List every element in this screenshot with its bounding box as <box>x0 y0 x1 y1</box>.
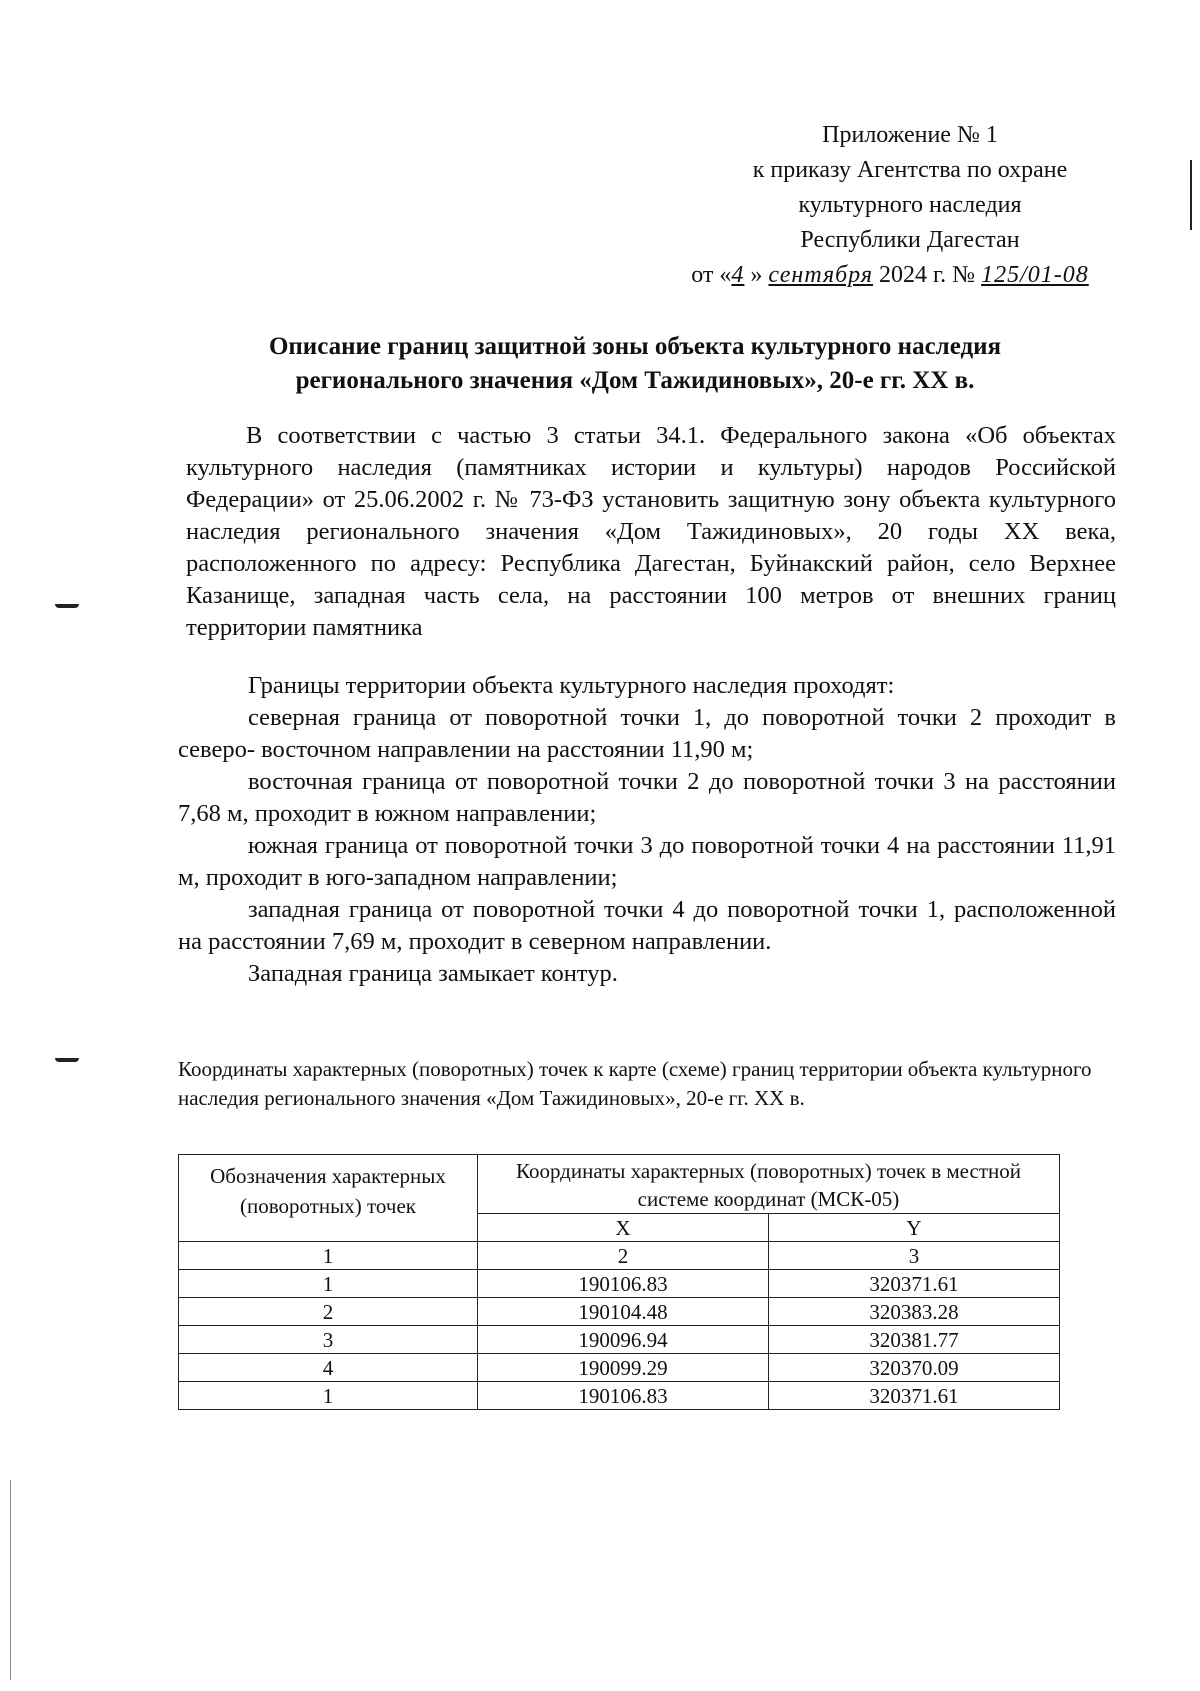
table-caption: Координаты характерных (поворотных) точек к карте (схеме) границ территории объекта культурного наследия регионального значения «Дом Тажидиновых», 20-е гг. XX в. <box>178 1057 1092 1110</box>
date-day: 4 <box>731 262 745 288</box>
y-cell: 320371.61 <box>768 1382 1059 1410</box>
date-mid: » <box>750 262 763 288</box>
point-cell: 2 <box>179 1298 478 1326</box>
y-cell: 320381.77 <box>768 1326 1059 1354</box>
column-number: 3 <box>768 1242 1059 1270</box>
y-cell: 320371.61 <box>768 1270 1059 1298</box>
boundaries-section <box>178 670 1116 990</box>
date-prefix: от « <box>691 262 732 288</box>
order-date-line <box>660 258 1120 293</box>
table-header-row <box>179 1155 1060 1214</box>
appendix-header <box>691 118 1120 293</box>
column-numbering-row <box>179 1242 1060 1270</box>
title-line-1: Описание границ защитной зоны объекта культурного наследия <box>268 333 1002 360</box>
point-cell: 1 <box>179 1270 478 1298</box>
x-cell: 190106.83 <box>478 1270 769 1298</box>
x-cell: 190096.94 <box>478 1326 769 1354</box>
east-boundary: восточная граница от поворотной точки 2 до поворотной точки 3 на расстоянии 7,68 м, проходит в южном направлении; <box>178 768 1116 827</box>
y-header: Y <box>768 1214 1059 1242</box>
scan-edge-line <box>1190 160 1192 230</box>
point-cell: 1 <box>179 1382 478 1410</box>
agency-name-line: культурного наследия <box>798 192 1022 218</box>
table-row <box>179 1270 1060 1298</box>
scan-edge-line <box>10 1480 11 1680</box>
point-designation-header: Обозначения характерных (поворотных) точек <box>179 1155 478 1242</box>
x-cell: 190106.83 <box>478 1382 769 1410</box>
point-cell: 3 <box>179 1326 478 1354</box>
title-line-2: регионального значения «Дом Тажидиновых», 20-е гг. XX в. <box>295 367 975 394</box>
table-row <box>179 1354 1060 1382</box>
table-row <box>179 1298 1060 1326</box>
x-cell: 190099.29 <box>478 1354 769 1382</box>
column-number: 1 <box>179 1242 478 1270</box>
point-cell: 4 <box>179 1354 478 1382</box>
scan-mark <box>55 1058 79 1062</box>
table-row <box>179 1326 1060 1354</box>
coordinates-header: Координаты характерных (поворотных) точек в местной системе координат (МСК-05) <box>478 1155 1060 1214</box>
document-title <box>170 330 1100 398</box>
south-boundary: южная граница от поворотной точки 3 до поворотной точки 4 на расстоянии 11,91 м, проходит в юго-западном направлении; <box>178 832 1116 891</box>
boundaries-intro: Границы территории объекта культурного наследия проходят: <box>248 672 895 699</box>
date-month: сентября <box>768 262 874 288</box>
republic-name: Республики Дагестан <box>800 227 1020 253</box>
north-boundary: северная граница от поворотной точки 1, до поворотной точки 2 проходит в северо- восточном направлении на расстоянии 11,90 м; <box>178 704 1116 763</box>
x-cell: 190104.48 <box>478 1298 769 1326</box>
y-cell: 320370.09 <box>768 1354 1059 1382</box>
column-number: 2 <box>478 1242 769 1270</box>
intro-paragraph: В соответствии с частью 3 статьи 34.1. Федерального закона «Об объектах культурного наследия (памятниках истории и культуры) народов Российской Федерации» от 25.06.2002 г. № 73-ФЗ установить защитную зону объекта культурного наследия регионального значения «Дом Тажидиновых», 20 годы XX века, расположенного по адресу: Республика Дагестан, Буйнакский район, село Верхнее Казанище, западная часть села, на расстоянии 100 метров от внешних границ территории памятника <box>186 422 1116 641</box>
appendix-number: Приложение № 1 <box>822 122 998 148</box>
order-number: 125/01-08 <box>981 262 1089 288</box>
y-cell: 320383.28 <box>768 1298 1059 1326</box>
table-row <box>179 1382 1060 1410</box>
west-boundary: западная граница от поворотной точки 4 до поворотной точки 1, расположенной на расстоянии 7,69 м, проходит в северном направлении. <box>178 896 1116 955</box>
x-header: X <box>478 1214 769 1242</box>
scan-mark <box>55 604 79 608</box>
date-year: 2024 г. № <box>879 262 976 288</box>
order-reference: к приказу Агентства по охране <box>752 157 1068 183</box>
closing-line: Западная граница замыкает контур. <box>248 960 618 987</box>
coordinates-table <box>178 1154 1060 1410</box>
